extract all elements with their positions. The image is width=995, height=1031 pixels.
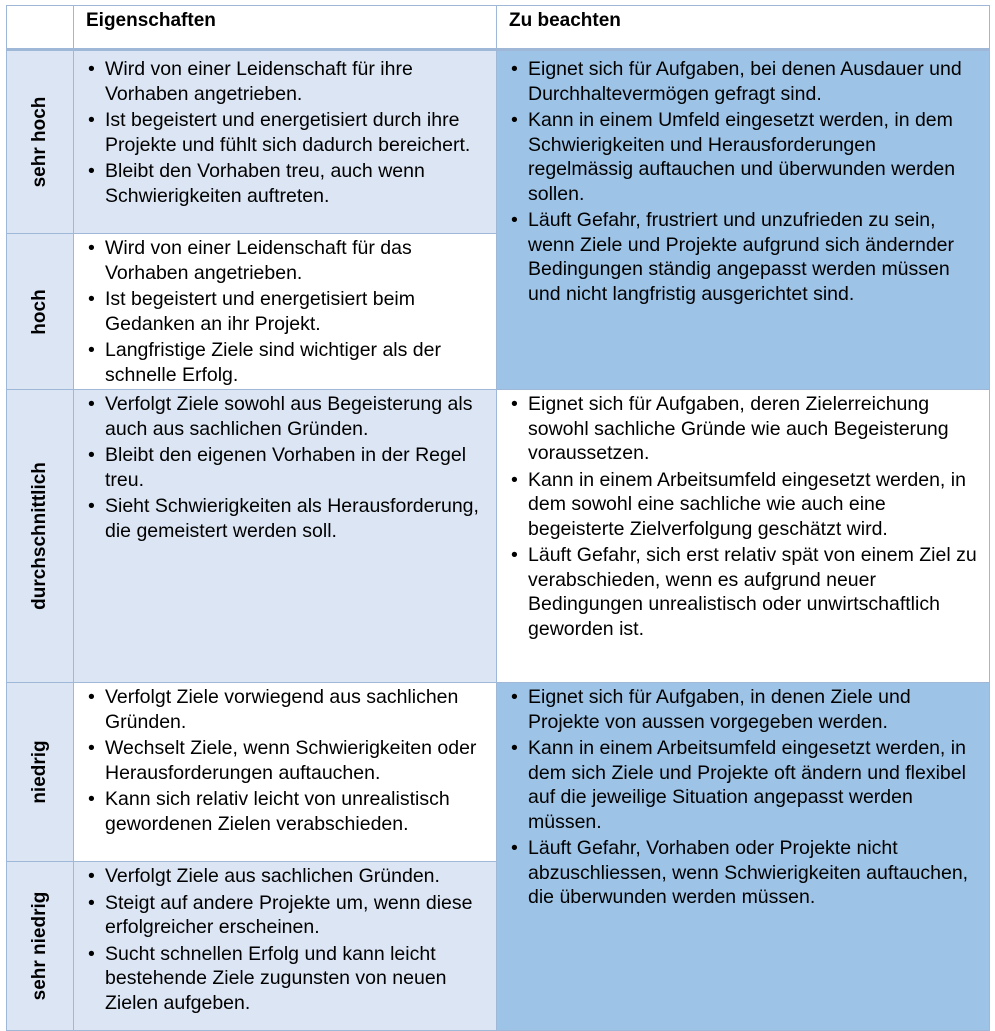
beachten-cell-hoch-group [497,50,990,390]
list-item: • Sieht Schwierigkeiten als Herausforderung, die gemeistert werden soll. [86,494,490,543]
level-cell-niedrig [7,683,74,862]
level-label: niedrig [29,740,50,804]
eigenschaften-cell-hoch [74,234,497,390]
level-label: sehr hoch [29,96,50,188]
header-zu-beachten: Zu beachten [497,6,990,50]
table-row-sehr-hoch [7,50,990,234]
eigenschaften-cell-durchschnittlich [74,390,497,683]
list-item: • Sucht schnellen Erfolg und kann leicht bestehende Ziele zugunsten von neuen Zielen aufgeben. [86,942,490,1016]
list-item: • Bleibt den Vorhaben treu, auch wenn Schwierigkeiten auftreten. [86,159,490,208]
list-item: • Kann in einem Umfeld eingesetzt werden, in dem Schwierigkeiten und Herausforderungen regelmässig auftauchen und überwunden werden sollen. [509,108,983,206]
level-cell-durchschnittlich [7,390,74,683]
list-item: • Kann sich relativ leicht von unrealistisch gewordenen Zielen verabschieden. [86,787,490,836]
level-label: durchschnittlich [29,462,50,610]
list-item: • Kann in einem Arbeitsumfeld eingesetzt werden, in dem sich Ziele und Projekte oft ändern und flexibel auf die jeweilige Situation angepasst werden müssen. [509,736,983,834]
level-cell-hoch [7,234,74,390]
list-item: • Langfristige Ziele sind wichtiger als der schnelle Erfolg. [86,338,490,387]
list-item: • Bleibt den eigenen Vorhaben in der Regel treu. [86,443,490,492]
list-item: • Verfolgt Ziele aus sachlichen Gründen. [86,864,490,889]
list-item: • Eignet sich für Aufgaben, in denen Ziele und Projekte von aussen vorgegeben werden. [509,685,983,734]
header-corner-cell [7,6,74,50]
eigenschaften-cell-sehr-niedrig [74,862,497,1031]
list-item: • Wechselt Ziele, wenn Schwierigkeiten oder Herausforderungen auftauchen. [86,736,490,785]
list-item: • Ist begeistert und energetisiert durch ihre Projekte und fühlt sich dadurch bereichert. [86,108,490,157]
level-label: sehr niedrig [29,891,50,1001]
list-item: • Verfolgt Ziele vorwiegend aus sachlichen Gründen. [86,685,490,734]
list-item: • Steigt auf andere Projekte um, wenn diese erfolgreicher erscheinen. [86,891,490,940]
list-item: • Eignet sich für Aufgaben, bei denen Ausdauer und Durchhaltevermögen gefragt sind. [509,57,983,106]
list-item: • Wird von einer Leidenschaft für ihre Vorhaben angetrieben. [86,57,490,106]
list-item: • Läuft Gefahr, sich erst relativ spät von einem Ziel zu verabschieden, wenn es aufgrund neuer Bedingungen unrealistisch oder unwirtschaftlich geworden ist. [509,543,983,641]
table-header-row [7,6,990,50]
list-item: • Läuft Gefahr, Vorhaben oder Projekte nicht abzuschliessen, wenn Schwierigkeiten auftauchen, die überwunden werden müssen. [509,836,983,910]
level-cell-sehr-hoch [7,50,74,234]
table-row-durchschnittlich [7,390,990,683]
list-item: • Eignet sich für Aufgaben, deren Zielerreichung sowohl sachliche Gründe wie auch Begeisterung voraussetzen. [509,392,983,466]
beachten-cell-niedrig-group [497,683,990,1031]
list-item: • Verfolgt Ziele sowohl aus Begeisterung als auch aus sachlichen Gründen. [86,392,490,441]
level-label: hoch [29,288,50,335]
list-item: • Läuft Gefahr, frustriert und unzufrieden zu sein, wenn Ziele und Projekte aufgrund sich ändernder Bedingungen ständig angepasst werden müssen und nicht langfristig ausgerichtet sind. [509,208,983,306]
eigenschaften-cell-sehr-hoch [74,50,497,234]
eigenschaften-cell-niedrig [74,683,497,862]
list-item: • Ist begeistert und energetisiert beim Gedanken an ihr Projekt. [86,287,490,336]
table-row-niedrig [7,683,990,862]
header-eigenschaften: Eigenschaften [74,6,497,50]
list-item: • Kann in einem Arbeitsumfeld eingesetzt werden, in dem sowohl eine sachliche wie auch eine begeisterte Zielverfolgung geschätzt wird. [509,468,983,542]
level-cell-sehr-niedrig [7,862,74,1031]
profile-table [6,5,990,1031]
list-item: • Wird von einer Leidenschaft für das Vorhaben angetrieben. [86,236,490,285]
beachten-cell-mittel [497,390,990,683]
